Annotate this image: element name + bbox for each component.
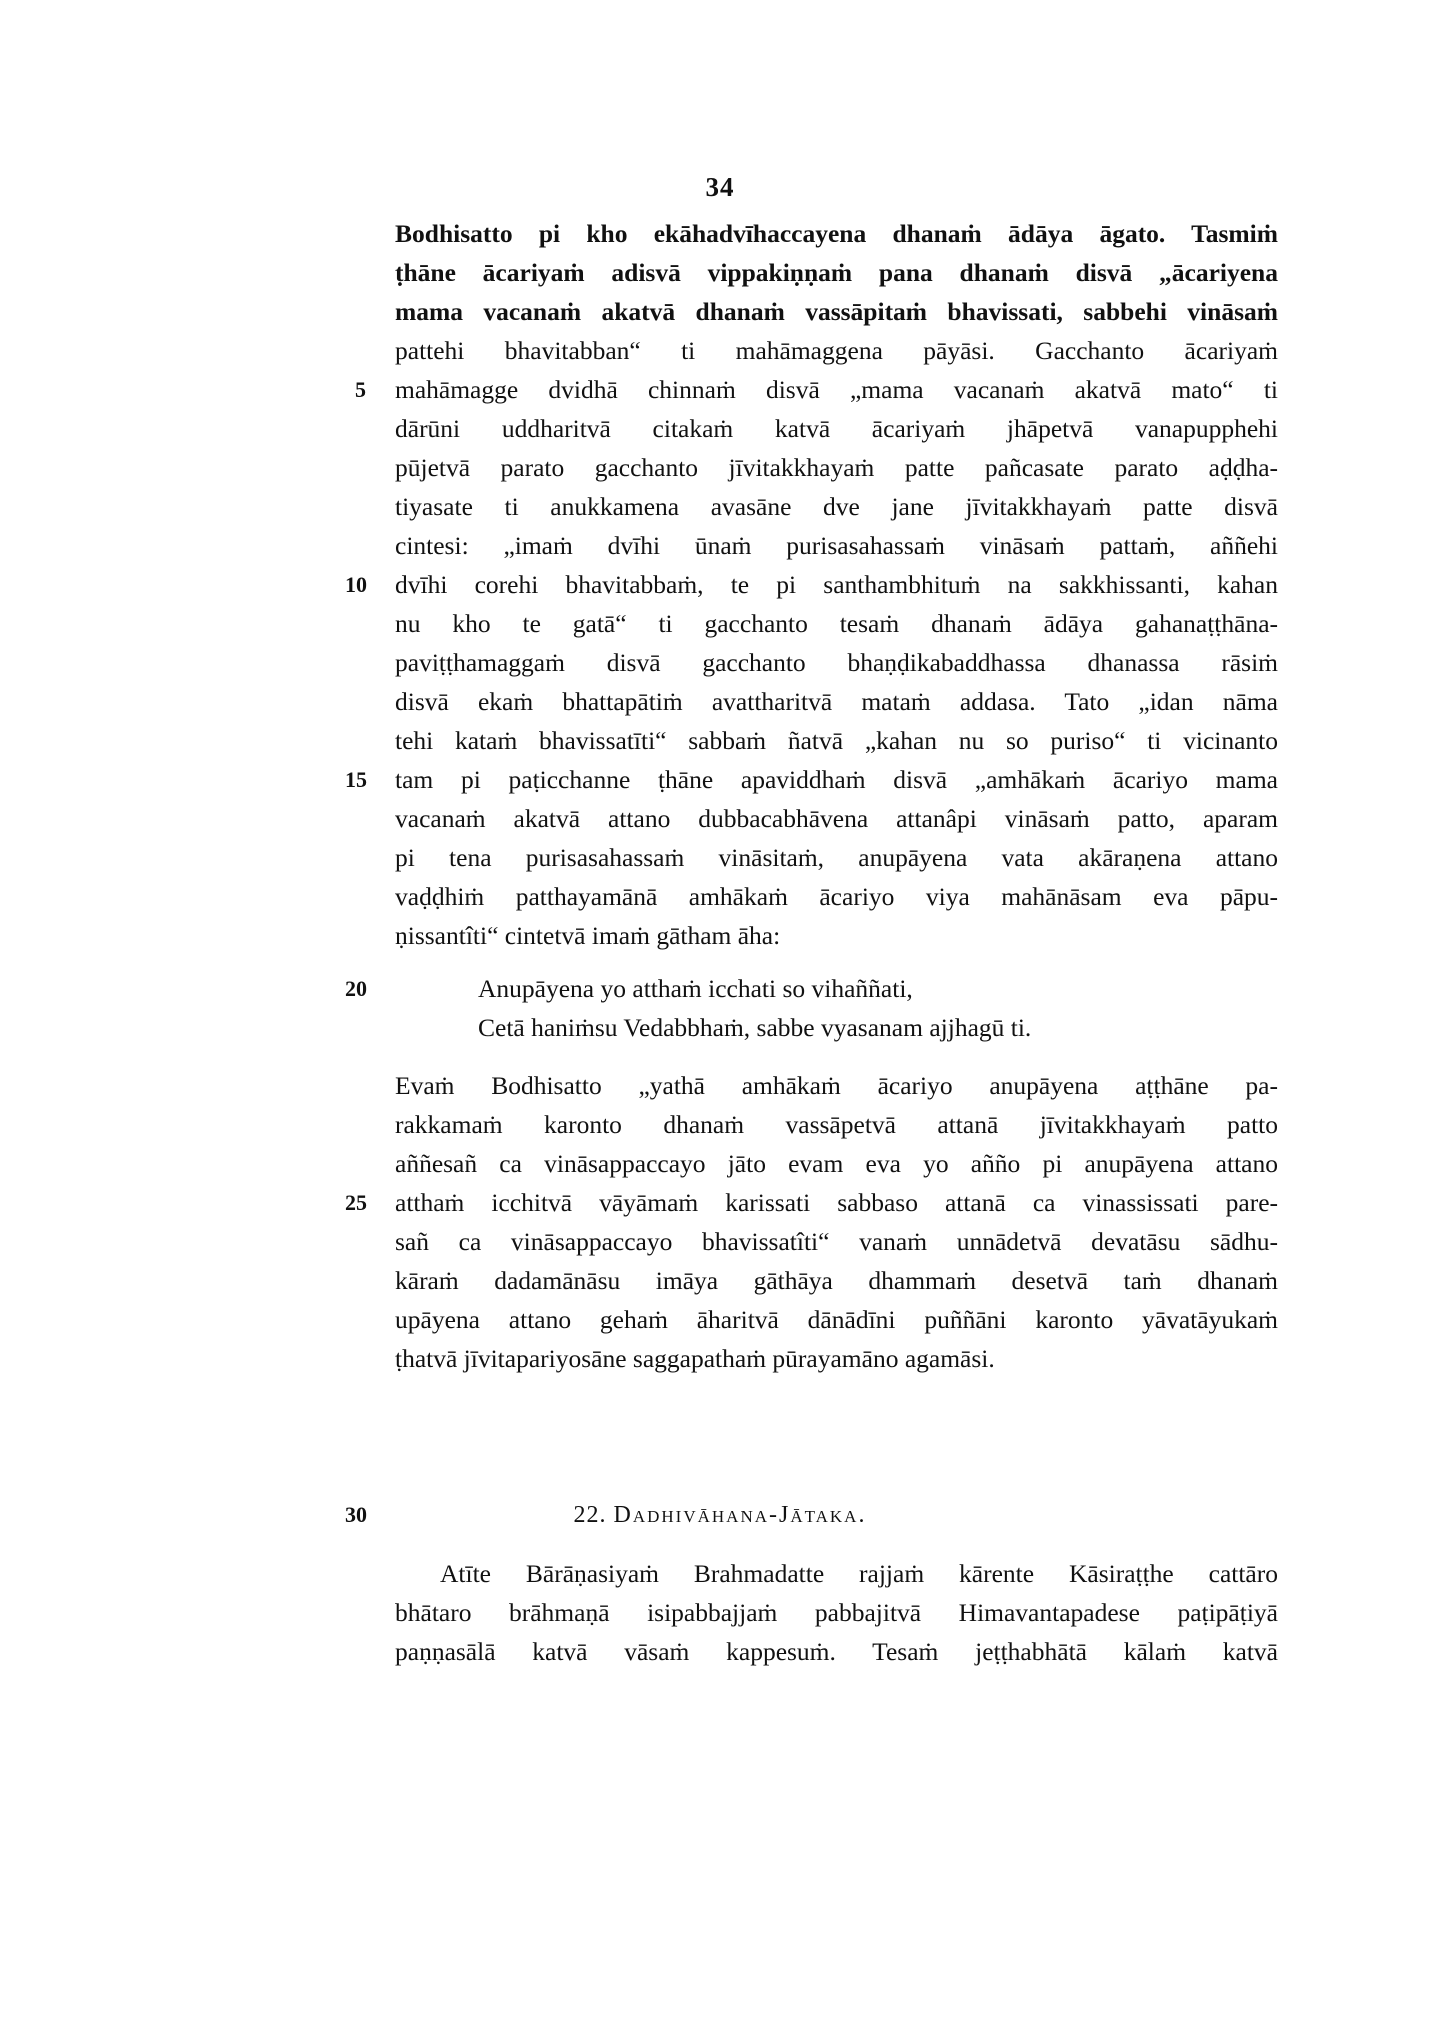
text-line: sañ ca vināsappaccayo bhavissatîti“ vanaṁ unnādetvā devatāsu sādhu- [395,1227,1278,1256]
text-line: tam pi paṭicchanne ṭhāne apaviddhaṁ disvā „amhākaṁ ācariyo mama [395,765,1278,794]
text-line: atthaṁ icchitvā vāyāmaṁ karissati sabbaso attanā ca vinassissati pare- [395,1188,1278,1217]
chapter-number: 22. [573,1502,607,1528]
text-line: pi tena purisasahassaṁ vināsitaṁ, anupāyena vata akāraṇena attano [395,843,1278,872]
text-line: ṭhatvā jīvitapariyosāne saggapathaṁ pūrayamāno agamāsi. [395,1344,995,1373]
text-line: rakkamaṁ karonto dhanaṁ vassāpetvā attanā jīvitakkhayaṁ patto [395,1110,1278,1139]
text-line: Evaṁ Bodhisatto „yathā amhākaṁ ācariyo anupāyena aṭṭhāne pa- [395,1071,1278,1100]
chapter-heading [0,1497,1440,1533]
text-line: nu kho te gatā“ ti gacchanto tesaṁ dhanaṁ ādāya gahanaṭṭhāna- [395,609,1278,638]
text-line: Bodhisatto pi kho ekāhadvīhaccayena dhanaṁ ādāya āgato. Tasmiṁ [395,219,1278,248]
page-number: 34 [705,172,735,202]
verse-line: Cetā haniṁsu Vedabbhaṁ, sabbe vyasanam ajjhagū ti. [478,1013,1032,1042]
line-number: 30 [345,1502,367,1527]
text-line: dārūni uddharitvā citakaṁ katvā ācariyaṁ jhāpetvā vanapupphehi [395,414,1278,443]
text-line: cintesi: „imaṁ dvīhi ūnaṁ purisasahassaṁ vināsaṁ pattaṁ, aññehi [395,531,1278,560]
text-line: vaḍḍhiṁ patthayamānā amhākaṁ ācariyo viya mahānāsam eva pāpu- [395,882,1278,911]
text-line: vacanaṁ akatvā attano dubbacabhāvena attanâpi vināsaṁ patto, aparam [395,804,1278,833]
text-line: Atīte Bārāṇasiyaṁ Brahmadatte rajjaṁ kārente Kāsiraṭṭhe cattāro [440,1559,1278,1588]
line-number: 5 [355,377,366,402]
line-number: 10 [345,572,367,597]
text-line: upāyena attano gehaṁ āharitvā dānādīni puññāni karonto yāvatāyukaṁ [395,1305,1278,1334]
text-line: kāraṁ dadamānāsu imāya gāthāya dhammaṁ desetvā taṁ dhanaṁ [395,1266,1278,1295]
text-line: bhātaro brāhmaṇā isipabbajjaṁ pabbajitvā Himavantapadese paṭipāṭiyā [395,1598,1278,1627]
chapter-title: Dadhivāhana-Jātaka. [613,1502,867,1528]
text-line: tehi kataṁ bhavissatīti“ sabbaṁ ñatvā „kahan nu so puriso“ ti vicinanto [395,726,1278,755]
text-line: ṇissantîti“ cintetvā imaṁ gātham āha: [395,921,781,950]
text-line: dvīhi corehi bhavitabbaṁ, te pi santhambhituṁ na sakkhissanti, kahan [395,570,1278,599]
line-number: 15 [345,767,367,792]
line-number: 20 [345,976,367,1001]
text-line: pattehi bhavitabban“ ti mahāmaggena pāyāsi. Gacchanto ācariyaṁ [395,336,1278,365]
text-line: ṭhāne ācariyaṁ adisvā vippakiṇṇaṁ pana dhanaṁ disvā „ācariyena [395,258,1278,287]
text-line: paviṭṭhamaggaṁ disvā gacchanto bhaṇḍikabaddhassa dhanassa rāsiṁ [395,648,1278,677]
verse-line: Anupāyena yo atthaṁ icchati so vihaññati, [478,974,913,1003]
text-line: aññesañ ca vināsappaccayo jāto evam eva yo añño pi anupāyena attano [395,1149,1278,1178]
text-line: pūjetvā parato gacchanto jīvitakkhayaṁ patte pañcasate parato aḍḍha- [395,453,1278,482]
line-number: 25 [345,1190,367,1215]
text-line: disvā ekaṁ bhattapātiṁ avattharitvā mataṁ addasa. Tato „idan nāma [395,687,1278,716]
text-line: mahāmagge dvidhā chinnaṁ disvā „mama vacanaṁ akatvā mato“ ti [395,375,1278,404]
text-line: mama vacanaṁ akatvā dhanaṁ vassāpitaṁ bhavissati, sabbehi vināsaṁ [395,297,1278,326]
text-line: tiyasate ti anukkamena avasāne dve jane jīvitakkhayaṁ patte disvā [395,492,1278,521]
text-line: paṇṇasālā katvā vāsaṁ kappesuṁ. Tesaṁ jeṭṭhabhātā kālaṁ katvā [395,1637,1278,1666]
